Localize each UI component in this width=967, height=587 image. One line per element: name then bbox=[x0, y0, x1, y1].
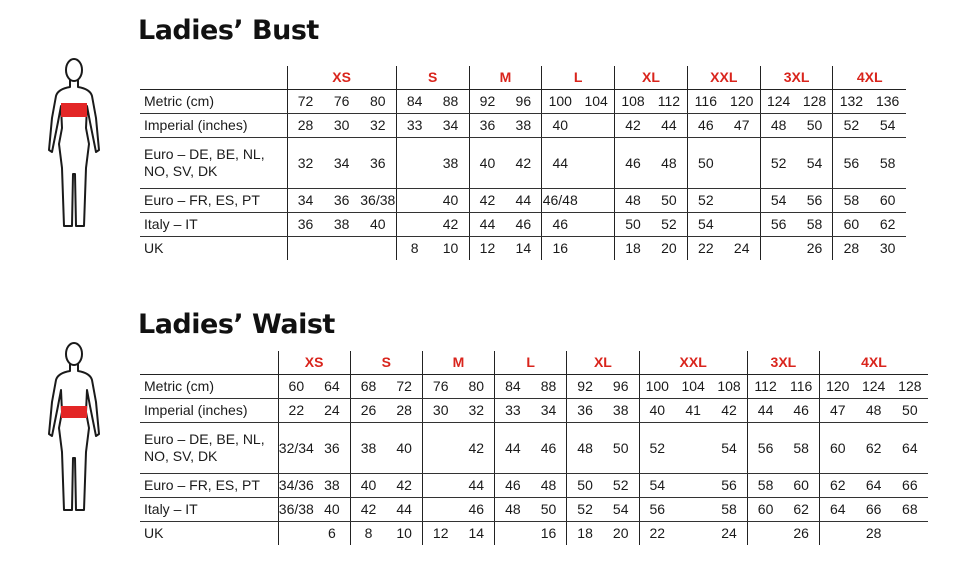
table-cell bbox=[422, 498, 458, 522]
table-cell: 38 bbox=[505, 114, 541, 138]
size-header-m: M bbox=[422, 351, 494, 375]
table-row bbox=[140, 237, 906, 261]
table-cell: 50 bbox=[651, 189, 687, 213]
table-cell: 54 bbox=[603, 498, 639, 522]
table-cell: 46 bbox=[615, 138, 651, 189]
table-cell: 56 bbox=[760, 213, 796, 237]
table-cell bbox=[675, 423, 711, 474]
table-cell bbox=[578, 114, 614, 138]
table-row bbox=[140, 138, 906, 189]
table-cell bbox=[675, 522, 711, 546]
table-cell: 50 bbox=[615, 213, 651, 237]
table-cell: 52 bbox=[687, 189, 723, 213]
table-cell: 52 bbox=[833, 114, 869, 138]
table-cell: 124 bbox=[760, 90, 796, 114]
table-cell: 54 bbox=[760, 189, 796, 213]
table-cell: 40 bbox=[314, 498, 350, 522]
table-cell: 48 bbox=[531, 474, 567, 498]
table-cell: 30 bbox=[879, 240, 896, 256]
table-cell: 60 bbox=[747, 498, 783, 522]
table-cell: 50 bbox=[531, 498, 567, 522]
table-cell: 56 bbox=[797, 189, 833, 213]
table-cell bbox=[675, 474, 711, 498]
table-cell: 36 bbox=[567, 399, 603, 423]
table-cell: 62 bbox=[856, 423, 892, 474]
table-cell: 46 bbox=[459, 498, 495, 522]
table-cell: 112 bbox=[747, 375, 783, 399]
table-cell: 38 bbox=[323, 213, 359, 237]
size-header-3xl: 3XL bbox=[747, 351, 819, 375]
table-cell: 68 bbox=[892, 498, 928, 522]
table-cell: 58 bbox=[833, 189, 869, 213]
size-header-s: S bbox=[396, 66, 469, 90]
table-cell: 42 bbox=[386, 474, 422, 498]
row-label: Metric (cm) bbox=[140, 90, 287, 114]
table-cell: 62 bbox=[869, 213, 906, 237]
table-cell: 42 bbox=[469, 189, 505, 213]
table-cell: 72 bbox=[287, 90, 323, 114]
size-header-xl: XL bbox=[615, 66, 688, 90]
table-cell: 58 bbox=[711, 498, 747, 522]
table-cell: 47 bbox=[724, 114, 760, 138]
table-cell: 30 bbox=[422, 399, 458, 423]
table-cell: 47 bbox=[819, 399, 855, 423]
table-cell: 40 bbox=[386, 423, 422, 474]
female-body-bust-icon bbox=[40, 56, 110, 231]
table-cell bbox=[578, 138, 614, 189]
table-cell: 54 bbox=[711, 423, 747, 474]
table-cell bbox=[396, 138, 432, 189]
table-cell: 84 bbox=[495, 375, 531, 399]
table-cell: 26 bbox=[806, 240, 823, 256]
table-row bbox=[140, 90, 906, 114]
table-cell: 64 bbox=[892, 423, 928, 474]
table-cell: 36 bbox=[469, 114, 505, 138]
table-cell: 36 bbox=[287, 213, 323, 237]
row-label: Euro – FR, ES, PT bbox=[140, 189, 287, 213]
table-cell: 12 bbox=[422, 522, 458, 546]
table-cell bbox=[724, 189, 760, 213]
table-cell: 28 bbox=[287, 114, 323, 138]
table-cell: 64 bbox=[856, 474, 892, 498]
table-cell: 62 bbox=[819, 474, 855, 498]
table-cell: 108 bbox=[711, 375, 747, 399]
table-cell: 54 bbox=[869, 114, 906, 138]
table-cell: 50 bbox=[687, 138, 723, 189]
table-cell: 10 bbox=[442, 240, 459, 256]
table-cell: 34 bbox=[323, 138, 359, 189]
table-cell: 56 bbox=[747, 423, 783, 474]
table-cell: 112 bbox=[651, 90, 687, 114]
table-cell: 92 bbox=[469, 90, 505, 114]
table-cell: 22 bbox=[639, 522, 675, 546]
table-cell: 54 bbox=[639, 474, 675, 498]
bust-size-table bbox=[140, 66, 906, 260]
table-cell: 28 bbox=[865, 525, 882, 541]
row-label: Euro – DE, BE, NL, NO, SV, DK bbox=[140, 423, 278, 474]
table-cell: 22 bbox=[278, 399, 314, 423]
table-corner bbox=[140, 351, 278, 375]
table-cell: 33 bbox=[495, 399, 531, 423]
table-corner bbox=[140, 66, 287, 90]
table-row bbox=[140, 213, 906, 237]
table-cell: 32 bbox=[360, 114, 396, 138]
table-cell bbox=[422, 423, 458, 474]
table-cell: 40 bbox=[639, 399, 675, 423]
table-cell bbox=[396, 213, 432, 237]
table-cell: 120 bbox=[724, 90, 760, 114]
row-label: Euro – FR, ES, PT bbox=[140, 474, 278, 498]
table-cell: 28 bbox=[386, 399, 422, 423]
table-cell: 44 bbox=[651, 114, 687, 138]
table-cell bbox=[892, 522, 928, 546]
table-cell: 52 bbox=[567, 498, 603, 522]
size-header-xs: XS bbox=[278, 351, 350, 375]
table-cell: 84 bbox=[396, 90, 432, 114]
table-row bbox=[140, 474, 928, 498]
table-cell bbox=[422, 474, 458, 498]
table-cell: 12 bbox=[469, 237, 505, 261]
table-cell: 44 bbox=[542, 138, 578, 189]
table-cell: 124 bbox=[856, 375, 892, 399]
table-cell: 60 bbox=[833, 213, 869, 237]
table-cell: 128 bbox=[892, 375, 928, 399]
table-cell: 92 bbox=[567, 375, 603, 399]
size-header-xl: XL bbox=[567, 351, 639, 375]
table-cell bbox=[323, 237, 359, 261]
table-cell: 56 bbox=[711, 474, 747, 498]
table-cell bbox=[495, 522, 531, 546]
table-cell: 38 bbox=[603, 399, 639, 423]
size-header-l: L bbox=[495, 351, 567, 375]
table-cell: 96 bbox=[505, 90, 541, 114]
table-cell: 44 bbox=[386, 498, 422, 522]
table-cell: 52 bbox=[760, 138, 796, 189]
row-label: Metric (cm) bbox=[140, 375, 278, 399]
table-cell: 50 bbox=[797, 114, 833, 138]
size-header-4xl: 4XL bbox=[819, 351, 928, 375]
table-cell: 96 bbox=[603, 375, 639, 399]
table-cell: 46/48 bbox=[542, 189, 578, 213]
table-cell: 18 bbox=[615, 237, 651, 261]
table-cell: 58 bbox=[783, 423, 819, 474]
table-cell: 62 bbox=[783, 498, 819, 522]
table-cell: 38 bbox=[314, 474, 350, 498]
table-cell: 16 bbox=[542, 237, 578, 261]
table-row bbox=[140, 522, 928, 546]
table-cell: 46 bbox=[542, 213, 578, 237]
table-cell: 52 bbox=[639, 423, 675, 474]
table-cell: 58 bbox=[797, 213, 833, 237]
table-cell: 50 bbox=[567, 474, 603, 498]
table-cell: 36 bbox=[360, 138, 396, 189]
table-cell: 88 bbox=[433, 90, 469, 114]
table-row bbox=[140, 498, 928, 522]
table-cell: 88 bbox=[531, 375, 567, 399]
table-cell: 66 bbox=[856, 498, 892, 522]
table-cell bbox=[747, 522, 783, 546]
table-cell bbox=[760, 237, 796, 261]
table-cell bbox=[724, 138, 760, 189]
table-cell: 10 bbox=[396, 525, 412, 541]
table-cell: 42 bbox=[350, 498, 386, 522]
bust-title: Ladies’ Bust bbox=[138, 15, 319, 46]
row-label: UK bbox=[144, 240, 164, 256]
table-cell: 50 bbox=[603, 423, 639, 474]
table-cell: 38 bbox=[433, 138, 469, 189]
female-body-waist-icon bbox=[40, 340, 110, 515]
table-cell: 48 bbox=[856, 399, 892, 423]
table-row bbox=[140, 375, 928, 399]
table-cell: 42 bbox=[459, 423, 495, 474]
size-header-xxl: XXL bbox=[687, 66, 760, 90]
table-cell: 48 bbox=[760, 114, 796, 138]
table-cell: 32 bbox=[459, 399, 495, 423]
table-cell: 48 bbox=[567, 423, 603, 474]
size-header-s: S bbox=[350, 351, 422, 375]
table-cell: 6 bbox=[328, 525, 336, 541]
table-cell bbox=[675, 498, 711, 522]
table-cell: 60 bbox=[869, 189, 906, 213]
table-cell bbox=[724, 213, 760, 237]
table-row bbox=[140, 189, 906, 213]
table-cell: 104 bbox=[675, 375, 711, 399]
size-header-3xl: 3XL bbox=[760, 66, 833, 90]
table-cell: 28 bbox=[833, 237, 869, 261]
table-cell: 34 bbox=[433, 114, 469, 138]
table-cell: 46 bbox=[531, 423, 567, 474]
table-cell: 66 bbox=[892, 474, 928, 498]
table-cell: 33 bbox=[396, 114, 432, 138]
table-cell: 32/34 bbox=[278, 423, 314, 474]
table-row bbox=[140, 114, 906, 138]
table-cell: 26 bbox=[793, 525, 809, 541]
table-cell: 42 bbox=[433, 213, 469, 237]
table-cell: 36/38 bbox=[278, 498, 314, 522]
size-header-l: L bbox=[542, 66, 615, 90]
table-cell: 52 bbox=[651, 213, 687, 237]
table-cell: 40 bbox=[469, 138, 505, 189]
waist-size-table bbox=[140, 351, 928, 545]
table-cell: 80 bbox=[360, 90, 396, 114]
table-cell: 22 bbox=[687, 237, 723, 261]
table-cell: 8 bbox=[396, 237, 432, 261]
table-cell: 24 bbox=[733, 240, 750, 256]
table-cell: 14 bbox=[515, 240, 532, 256]
size-header-xs: XS bbox=[287, 66, 396, 90]
table-cell: 44 bbox=[495, 423, 531, 474]
table-cell: 60 bbox=[278, 375, 314, 399]
row-label: Imperial (inches) bbox=[140, 399, 278, 423]
table-cell: 40 bbox=[350, 474, 386, 498]
table-cell: 60 bbox=[819, 423, 855, 474]
table-cell: 116 bbox=[783, 375, 819, 399]
table-cell: 41 bbox=[675, 399, 711, 423]
table-cell: 46 bbox=[495, 474, 531, 498]
table-cell: 42 bbox=[615, 114, 651, 138]
table-cell: 64 bbox=[819, 498, 855, 522]
table-cell bbox=[578, 213, 614, 237]
table-cell: 44 bbox=[505, 189, 541, 213]
table-row bbox=[140, 423, 928, 474]
table-cell: 46 bbox=[687, 114, 723, 138]
table-cell: 46 bbox=[505, 213, 541, 237]
row-label: Imperial (inches) bbox=[140, 114, 287, 138]
table-cell: 56 bbox=[833, 138, 869, 189]
table-cell: 104 bbox=[578, 90, 614, 114]
table-cell: 48 bbox=[651, 138, 687, 189]
row-label: Italy – IT bbox=[140, 213, 287, 237]
table-cell: 20 bbox=[612, 525, 629, 541]
table-cell bbox=[578, 237, 614, 261]
table-cell bbox=[396, 189, 432, 213]
table-cell: 18 bbox=[567, 522, 603, 546]
table-cell: 44 bbox=[459, 474, 495, 498]
table-cell bbox=[578, 189, 614, 213]
table-cell: 40 bbox=[433, 189, 469, 213]
table-cell: 40 bbox=[542, 114, 578, 138]
table-cell: 8 bbox=[350, 522, 386, 546]
table-cell: 26 bbox=[350, 399, 386, 423]
table-cell: 132 bbox=[833, 90, 869, 114]
table-cell: 120 bbox=[819, 375, 855, 399]
table-cell: 16 bbox=[540, 525, 557, 541]
table-cell: 36/38 bbox=[360, 189, 396, 213]
table-cell: 128 bbox=[797, 90, 833, 114]
row-label: Euro – DE, BE, NL, NO, SV, DK bbox=[140, 138, 287, 189]
row-label: Italy – IT bbox=[140, 498, 278, 522]
table-cell: 20 bbox=[661, 240, 677, 256]
table-cell: 34/36 bbox=[278, 474, 314, 498]
table-cell: 60 bbox=[783, 474, 819, 498]
table-cell: 30 bbox=[323, 114, 359, 138]
table-cell: 80 bbox=[459, 375, 495, 399]
table-cell: 76 bbox=[422, 375, 458, 399]
table-cell: 36 bbox=[314, 423, 350, 474]
table-cell: 108 bbox=[615, 90, 651, 114]
table-cell: 42 bbox=[711, 399, 747, 423]
table-cell bbox=[278, 522, 314, 546]
table-cell: 48 bbox=[615, 189, 651, 213]
size-header-4xl: 4XL bbox=[833, 66, 906, 90]
table-cell: 42 bbox=[505, 138, 541, 189]
size-header-m: M bbox=[469, 66, 542, 90]
table-cell: 38 bbox=[350, 423, 386, 474]
table-cell: 64 bbox=[314, 375, 350, 399]
table-cell: 36 bbox=[323, 189, 359, 213]
table-cell: 46 bbox=[783, 399, 819, 423]
table-cell: 56 bbox=[639, 498, 675, 522]
table-cell: 136 bbox=[869, 90, 906, 114]
table-cell: 54 bbox=[797, 138, 833, 189]
size-header-xxl: XXL bbox=[639, 351, 747, 375]
table-cell: 32 bbox=[287, 138, 323, 189]
table-cell: 44 bbox=[469, 213, 505, 237]
table-cell: 76 bbox=[323, 90, 359, 114]
table-cell: 34 bbox=[531, 399, 567, 423]
table-cell: 72 bbox=[386, 375, 422, 399]
table-cell: 50 bbox=[892, 399, 928, 423]
table-cell: 40 bbox=[360, 213, 396, 237]
table-cell: 24 bbox=[721, 525, 737, 541]
table-cell: 100 bbox=[639, 375, 675, 399]
table-cell: 58 bbox=[747, 474, 783, 498]
table-cell: 24 bbox=[314, 399, 350, 423]
table-row bbox=[140, 399, 928, 423]
table-cell: 116 bbox=[687, 90, 723, 114]
waist-title: Ladies’ Waist bbox=[138, 309, 335, 340]
table-cell: 48 bbox=[495, 498, 531, 522]
table-cell: 14 bbox=[468, 525, 485, 541]
table-cell bbox=[360, 237, 396, 261]
table-cell: 100 bbox=[542, 90, 578, 114]
table-cell: 54 bbox=[687, 213, 723, 237]
table-cell: 58 bbox=[869, 138, 906, 189]
table-cell: 44 bbox=[747, 399, 783, 423]
table-cell bbox=[819, 522, 855, 546]
table-cell: 52 bbox=[603, 474, 639, 498]
table-cell: 34 bbox=[287, 189, 323, 213]
row-label: UK bbox=[144, 525, 164, 541]
table-cell bbox=[287, 237, 323, 261]
table-cell: 68 bbox=[350, 375, 386, 399]
